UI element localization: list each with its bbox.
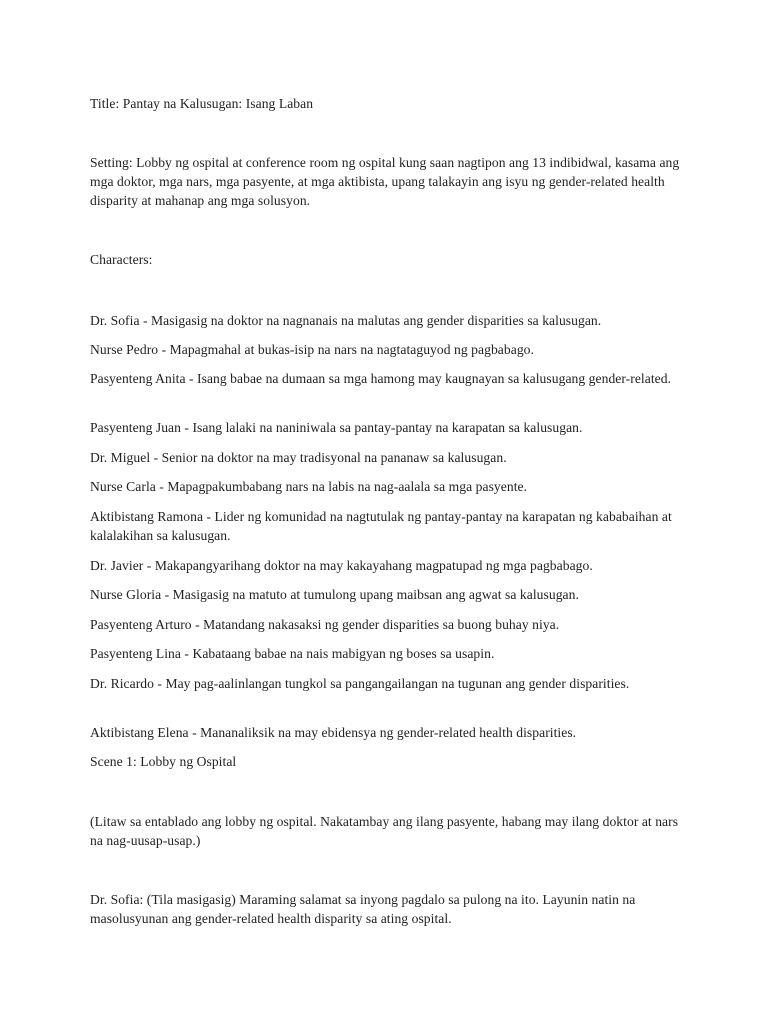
scene-heading: Scene 1: Lobby ng Ospital (90, 754, 237, 769)
characters-heading: Characters: (90, 252, 153, 267)
character-line: Dr. Sofia - Masigasig na doktor na nagnanais na malutas ang gender disparities sa kalusugan. (90, 313, 602, 328)
character-line: Aktibistang Elena - Mananaliksik na may ebidensya ng gender-related health disparities. (90, 725, 577, 740)
character-line: Dr. Ricardo - May pag-aalinlangan tungkol sa pangangailangan na tugunan ang gender disparities. (90, 676, 630, 691)
character-line: Dr. Javier - Makapangyarihang doktor na may kakayahang magpatupad ng mga pagbabago. (90, 558, 593, 573)
character-line: Nurse Carla - Mapagpakumbabang nars na labis na nag-aalala sa mga pasyente. (90, 479, 528, 494)
character-line: Pasyenteng Lina - Kabataang babae na nais mabigyan ng boses sa usapin. (90, 646, 495, 661)
setting-paragraph: Setting: Lobby ng ospital at conference room ng ospital kung saan nagtipon ang 13 indibidwal, kasama ang mga doktor, mga nars, mga pasyente, at mga aktibista, upang talakayin ang isyu ng gender-related health disparity at mahanap ang mga solusyon. (90, 155, 680, 208)
character-line: Pasyenteng Anita - Isang babae na dumaan sa mga hamong may kaugnayan sa kalusugang gender-related. (90, 371, 672, 386)
script-title: Title: Pantay na Kalusugan: Isang Laban (90, 96, 314, 111)
character-line: Nurse Pedro - Mapagmahal at bukas-isip na nars na nagtataguyod ng pagbabago. (90, 342, 534, 357)
character-line: Pasyenteng Arturo - Matandang nakasaksi ng gender disparities sa buong buhay niya. (90, 617, 560, 632)
character-line: Aktibistang Ramona - Lider ng komunidad na nagtutulak ng pantay-pantay na karapatan ng kababaihan at kalalakihan sa kalusugan. (90, 509, 672, 543)
character-line: Nurse Gloria - Masigasig na matuto at tumulong upang maibsan ang agwat sa kalusugan. (90, 587, 579, 602)
stage-direction: (Litaw sa entablado ang lobby ng ospital. Nakatambay ang ilang pasyente, habang may ilang doktor at nars na nag-uusap-usap.) (90, 814, 679, 848)
dialogue-line: Dr. Sofia: (Tila masigasig) Maraming salamat sa inyong pagdalo sa pulong na ito. Layunin natin na masolusyunan ang gender-related health disparity sa ating ospital. (90, 892, 636, 926)
character-line: Pasyenteng Juan - Isang lalaki na naniniwala sa pantay-pantay na karapatan sa kalusugan. (90, 420, 583, 435)
character-line: Dr. Miguel - Senior na doktor na may tradisyonal na pananaw sa kalusugan. (90, 450, 507, 465)
